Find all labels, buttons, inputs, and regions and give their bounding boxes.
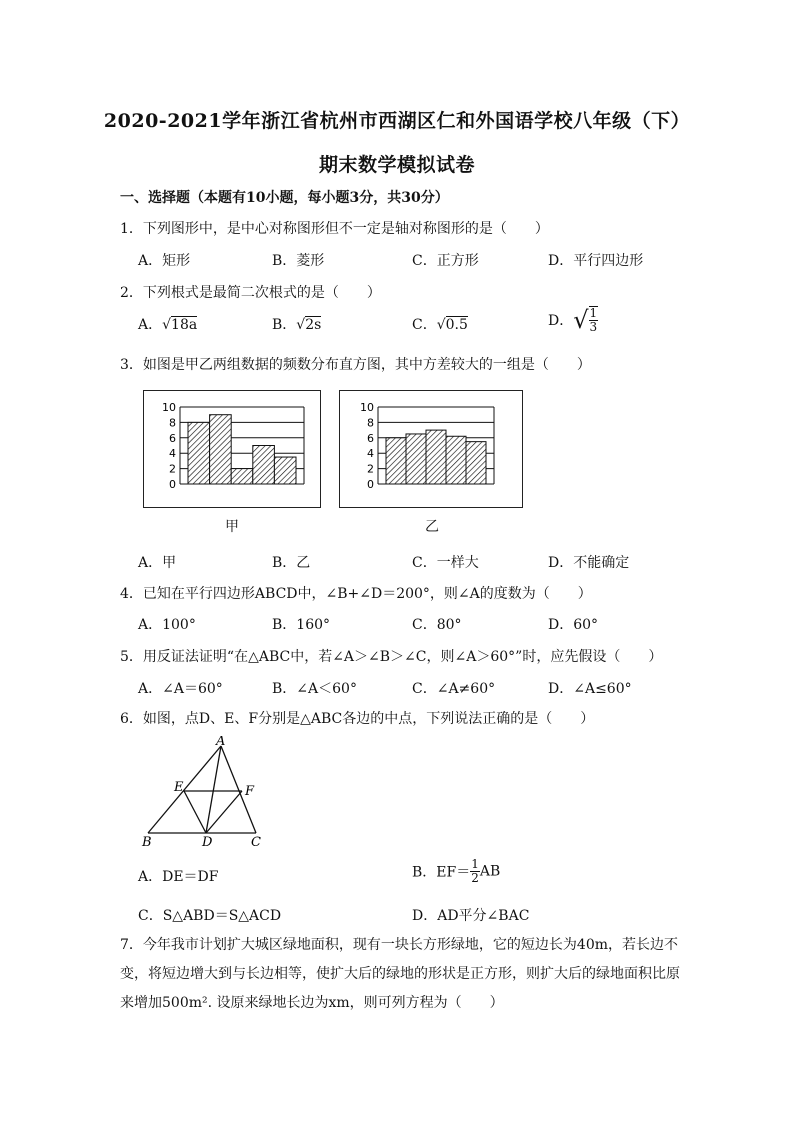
q6-option-b <box>412 858 500 885</box>
q5-option-b: B．∠A＜60° <box>272 681 357 697</box>
question-3-stem: 3．如图是甲乙两组数据的频数分布直方图，其中方差较大的一组是（ ） <box>120 357 591 373</box>
side-ab <box>148 746 221 833</box>
y-tick-label: 6 <box>169 431 176 445</box>
fraction-denominator: 3 <box>589 320 598 334</box>
question-1-stem: 1．下列图形中，是中心对称图形但不一定是轴对称图形的是（ ） <box>120 221 549 237</box>
segment-fd <box>206 791 242 833</box>
q4-option-d: D．60° <box>548 617 599 633</box>
histogram-bar <box>406 434 426 484</box>
question-5-stem: 5．用反证法证明“在△ABC中，若∠A＞∠B＞∠C，则∠A＞60°”时，应先假设（ ） <box>120 649 663 665</box>
q6-option-c: C．S△ABD＝S△ACD <box>138 908 282 924</box>
y-tick-label: 4 <box>367 447 374 461</box>
q6-option-d: D．AD平分∠BAC <box>412 908 530 924</box>
q5-option-c: C．∠A≠60° <box>412 681 496 697</box>
q3-option-b: B．乙 <box>272 555 311 571</box>
page-title: 2020-2021学年浙江省杭州市西湖区仁和外国语学校八年级（下） <box>103 110 691 132</box>
triangle-figure <box>138 736 268 850</box>
question-4-stem: 4．已知在平行四边形ABCD中，∠B+∠D＝200°，则∠A的度数为（ ） <box>120 586 592 602</box>
q2-option-d <box>548 306 598 334</box>
fraction-numerator: 1 <box>589 306 598 320</box>
q3-option-a: A．甲 <box>138 555 177 571</box>
q2-option-b-label: B． <box>272 317 297 333</box>
histogram-bar <box>274 457 296 484</box>
q6-option-a: A．DE＝DF <box>138 869 219 885</box>
sqrt-sign: √ <box>296 317 306 333</box>
fraction-denominator: 2 <box>471 871 479 885</box>
y-tick-label: 10 <box>162 401 176 414</box>
y-tick-label: 10 <box>360 401 374 414</box>
sqrt-sign: √ <box>573 306 589 334</box>
q1-option-a: A．矩形 <box>138 253 191 269</box>
segment-ad <box>206 746 221 833</box>
histogram-bar <box>231 469 253 484</box>
y-tick-label: 0 <box>169 478 176 491</box>
histogram-bar <box>466 442 486 484</box>
histogram-bar <box>188 422 210 484</box>
histogram-bar <box>253 446 275 485</box>
question-6-stem: 6．如图，点D、E、F分别是△ABC各边的中点，下列说法正确的是（ ） <box>120 711 595 727</box>
question-7-text: 7．今年我市计划扩大城区绿地面积，现有一块长方形绿地，它的短边长为40m，若长边不变，将短边增大到与长边相等，使扩大后的绿地的形状是正方形，则扩大后的绿地面积比原来增加500m². 设原来绿地长边为xm，则可列方程为（ ） <box>120 937 680 1011</box>
q2-option-a-label: A． <box>138 317 163 333</box>
y-tick-label: 0 <box>367 478 374 491</box>
sqrt-sign: √ <box>436 317 446 333</box>
q5-option-a: A．∠A＝60° <box>138 681 223 697</box>
q1-option-c: C．正方形 <box>412 253 479 269</box>
q4-option-a: A．100° <box>138 617 196 633</box>
question-2-stem: 2．下列根式是最简二次根式的是（ ） <box>120 285 381 301</box>
section-heading: 一、选择题（本题有10小题，每小题3分，共30分） <box>120 190 449 206</box>
y-tick-label: 6 <box>367 431 374 445</box>
histogram-jia <box>144 391 320 507</box>
histogram-yi-frame <box>339 390 523 508</box>
q2-option-b <box>272 314 321 334</box>
q2-fraction-d <box>589 306 599 334</box>
q1-option-d: D．平行四边形 <box>548 253 644 269</box>
y-tick-label: 8 <box>367 416 374 430</box>
point-label-e: E <box>174 780 184 795</box>
point-label-d: D <box>202 835 213 850</box>
histogram-jia-label: 甲 <box>225 519 239 535</box>
q2-radicand-c: 0.5 <box>445 317 468 333</box>
histogram-bar <box>446 436 466 484</box>
q2-radicand-b: 2s <box>305 317 322 333</box>
vertex-label-a: A <box>216 736 226 749</box>
y-tick-label: 2 <box>367 462 374 476</box>
q2-option-c <box>412 314 468 334</box>
q1-option-b: B．菱形 <box>272 253 325 269</box>
vertex-label-c: C <box>251 835 261 850</box>
q2-option-c-label: C． <box>412 317 437 333</box>
histogram-yi <box>340 391 522 507</box>
histogram-bar <box>426 430 446 484</box>
vertex-label-b: B <box>142 835 152 850</box>
sqrt-sign: √ <box>162 317 172 333</box>
q4-option-b: B．160° <box>272 617 331 633</box>
q2-radicand-a: 18a <box>171 317 198 333</box>
q2-option-a <box>138 314 197 334</box>
q6-fraction <box>470 858 480 885</box>
y-tick-label: 4 <box>169 447 176 461</box>
histogram-jia-frame <box>143 390 321 508</box>
y-tick-label: 2 <box>169 462 176 476</box>
histogram-yi-label: 乙 <box>425 519 439 535</box>
q6-option-b-prefix: B．EF＝ <box>412 864 471 881</box>
point-label-f: F <box>245 784 255 799</box>
fraction-numerator: 1 <box>471 857 479 871</box>
q3-option-c: C．一样大 <box>412 555 479 571</box>
q2-option-d-label: D． <box>548 313 574 329</box>
q4-option-c: C．80° <box>412 617 462 633</box>
q6-option-b-suffix: AB <box>479 863 501 880</box>
segment-ed <box>184 791 206 833</box>
page-subtitle: 期末数学模拟试卷 <box>318 154 475 176</box>
q3-option-d: D．不能确定 <box>548 555 630 571</box>
y-tick-label: 8 <box>169 416 176 430</box>
q5-option-d: D．∠A≤60° <box>548 681 632 697</box>
histogram-bar <box>210 415 232 484</box>
histogram-bar <box>386 438 406 484</box>
